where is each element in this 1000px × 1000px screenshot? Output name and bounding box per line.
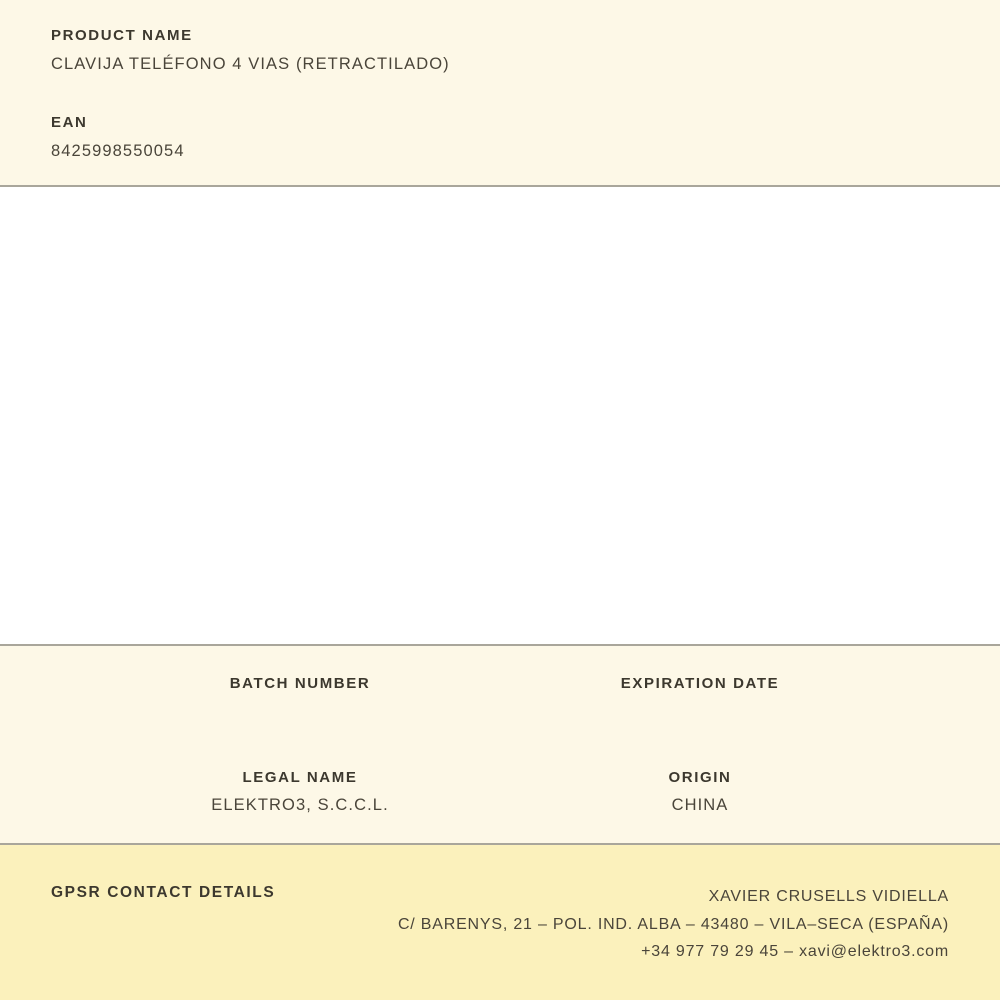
product-name-label: PRODUCT NAME [51,27,193,44]
expiration-date-value [500,698,900,724]
legal-name-value: ELEKTRO3, S.C.C.L. [211,796,389,814]
gpsr-contact-block [398,883,949,966]
legal-name-label: LEGAL NAME [242,769,358,786]
product-image-placeholder [0,187,1000,644]
origin-label: ORIGIN [668,769,732,786]
gpsr-heading: GPSR CONTACT DETAILS [51,884,276,901]
batch-number-label: BATCH NUMBER [229,675,371,692]
product-name-value: CLAVIJA TELÉFONO 4 VIAS (RETRACTILADO) [51,55,450,73]
expiration-date-label: EXPIRATION DATE [620,675,780,692]
ean-value: 8425998550054 [51,142,185,160]
ean-block [51,113,949,164]
batch-number-cell [100,674,500,724]
ean-label: EAN [51,114,88,131]
gpsr-contact-name: XAVIER CRUSELLS VIDIELLA [708,888,949,905]
details-section [0,646,1000,843]
batch-number-value [100,698,500,724]
legal-name-cell [100,768,500,818]
origin-cell [500,768,900,818]
gpsr-contact-phone-email: +34 977 79 29 45 – xavi@elektro3.com [641,943,949,960]
product-name-block [51,26,949,77]
gpsr-section [0,845,1000,1000]
origin-value: CHINA [671,796,729,814]
expiration-date-cell [500,674,900,724]
details-grid [100,674,900,818]
product-header-section [0,0,1000,185]
gpsr-contact-address: C/ BARENYS, 21 – POL. IND. ALBA – 43480 – VILA–SECA (ESPAÑA) [397,915,949,933]
